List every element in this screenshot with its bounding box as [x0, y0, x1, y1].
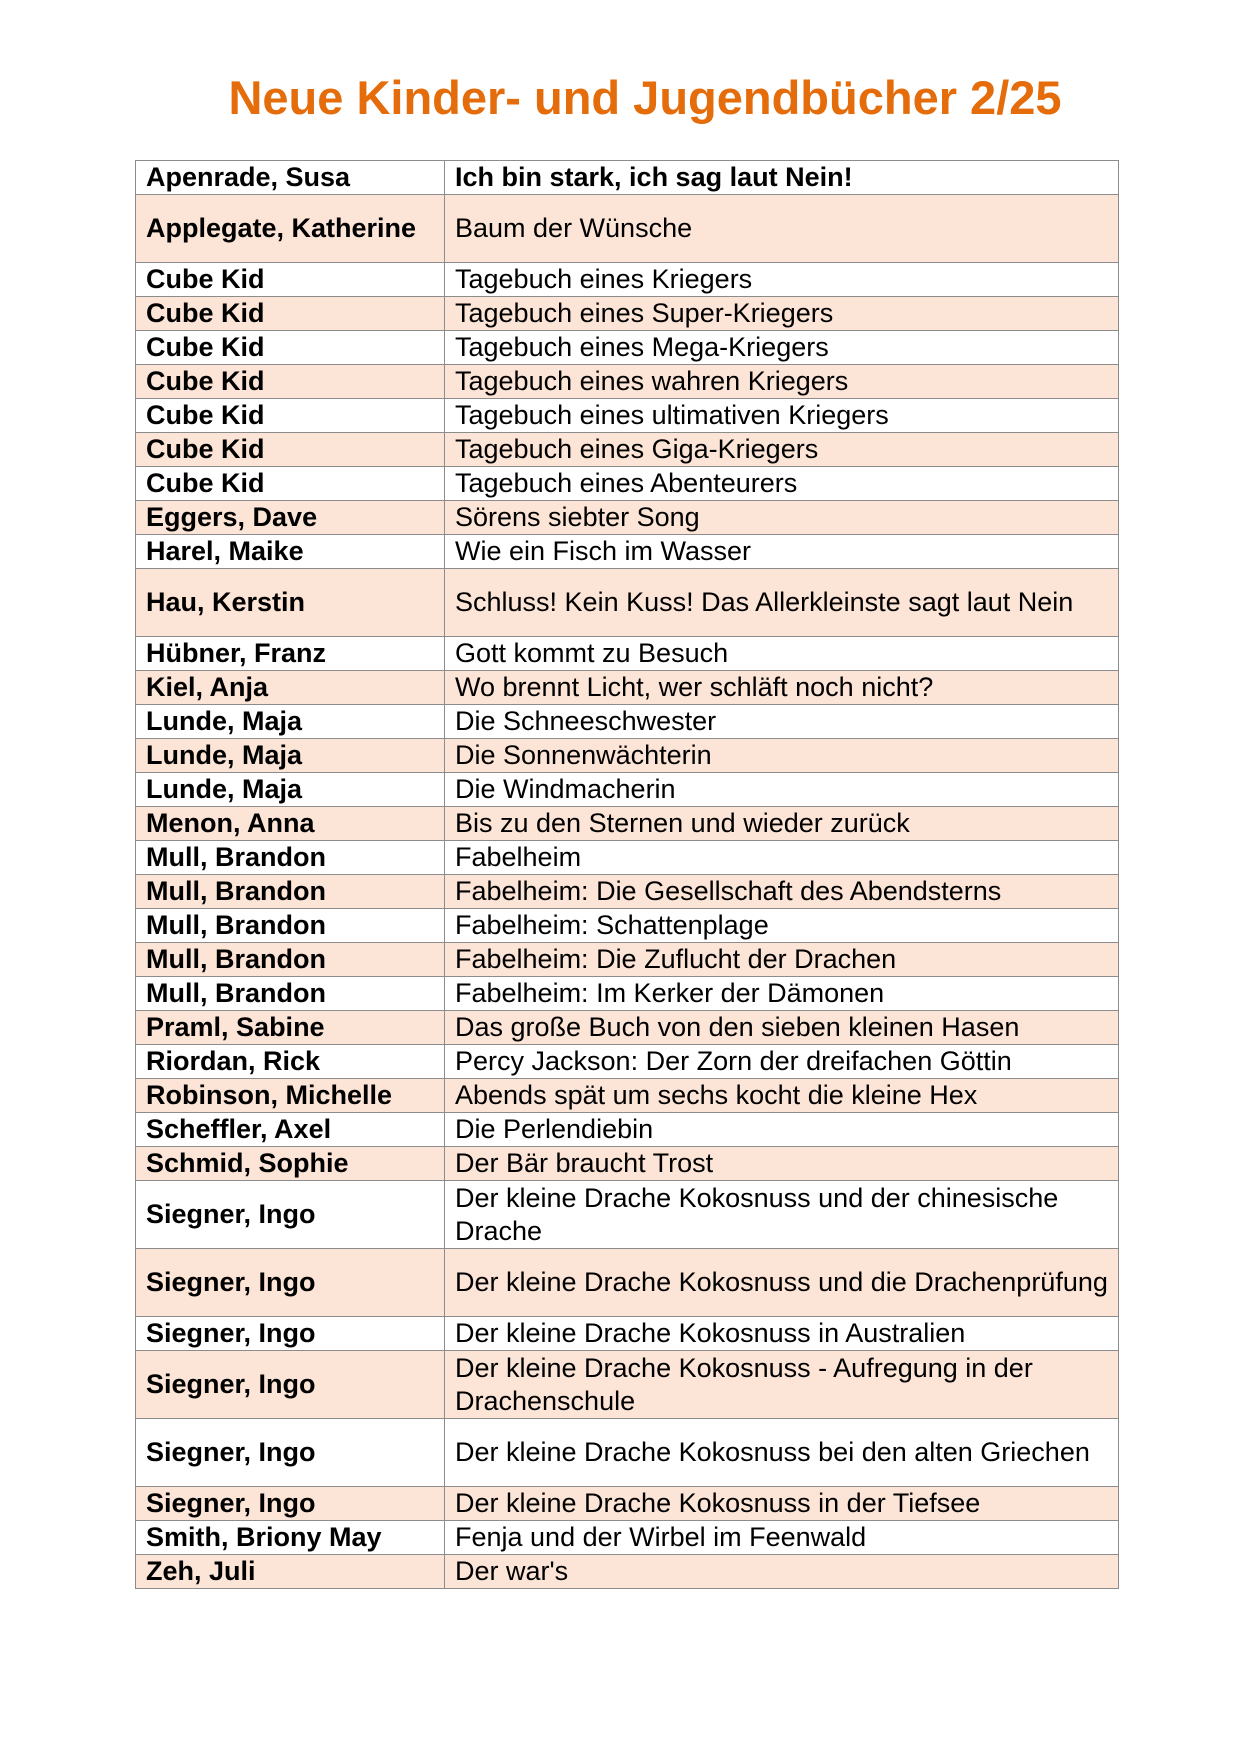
- author-cell: Cube Kid: [136, 263, 445, 297]
- author-cell: Apenrade, Susa: [136, 161, 445, 195]
- table-row: [136, 1079, 1119, 1113]
- table-row: [136, 1555, 1119, 1589]
- author-cell: Applegate, Katherine: [136, 195, 445, 263]
- author-cell: Lunde, Maja: [136, 705, 445, 739]
- table-row: [136, 195, 1119, 263]
- table-row: [136, 637, 1119, 671]
- table-row: [136, 1419, 1119, 1487]
- author-cell: Cube Kid: [136, 297, 445, 331]
- title-cell: Percy Jackson: Der Zorn der dreifachen Göttin: [445, 1045, 1119, 1079]
- author-cell: Harel, Maike: [136, 535, 445, 569]
- title-cell: Das große Buch von den sieben kleinen Hasen: [445, 1011, 1119, 1045]
- table-row: [136, 161, 1119, 195]
- title-cell: Bis zu den Sternen und wieder zurück: [445, 807, 1119, 841]
- table-row: [136, 467, 1119, 501]
- author-cell: Siegner, Ingo: [136, 1419, 445, 1487]
- title-cell: Der kleine Drache Kokosnuss in Australien: [445, 1317, 1119, 1351]
- table-row: [136, 535, 1119, 569]
- author-cell: Siegner, Ingo: [136, 1487, 445, 1521]
- author-cell: Siegner, Ingo: [136, 1249, 445, 1317]
- table-row: [136, 365, 1119, 399]
- author-cell: Kiel, Anja: [136, 671, 445, 705]
- title-cell: Gott kommt zu Besuch: [445, 637, 1119, 671]
- title-cell: Baum der Wünsche: [445, 195, 1119, 263]
- book-table: [135, 160, 1119, 1589]
- title-cell: Der war's: [445, 1555, 1119, 1589]
- table-row: [136, 399, 1119, 433]
- author-cell: Zeh, Juli: [136, 1555, 445, 1589]
- title-cell: Abends spät um sechs kocht die kleine Hex: [445, 1079, 1119, 1113]
- title-cell: Fabelheim: Im Kerker der Dämonen: [445, 977, 1119, 1011]
- title-cell: Wo brennt Licht, wer schläft noch nicht?: [445, 671, 1119, 705]
- title-cell: Tagebuch eines Giga-Kriegers: [445, 433, 1119, 467]
- title-cell: Der Bär braucht Trost: [445, 1147, 1119, 1181]
- title-cell: Ich bin stark, ich sag laut Nein!: [445, 161, 1119, 195]
- title-cell: Tagebuch eines wahren Kriegers: [445, 365, 1119, 399]
- table-row: [136, 1011, 1119, 1045]
- author-cell: Siegner, Ingo: [136, 1181, 445, 1249]
- author-cell: Cube Kid: [136, 365, 445, 399]
- table-row: [136, 807, 1119, 841]
- author-cell: Lunde, Maja: [136, 739, 445, 773]
- author-cell: Hau, Kerstin: [136, 569, 445, 637]
- table-row: [136, 841, 1119, 875]
- title-cell: Fabelheim: [445, 841, 1119, 875]
- table-row: [136, 1521, 1119, 1555]
- title-cell: Die Perlendiebin: [445, 1113, 1119, 1147]
- table-row: [136, 705, 1119, 739]
- title-cell: Die Sonnenwächterin: [445, 739, 1119, 773]
- author-cell: Mull, Brandon: [136, 909, 445, 943]
- table-row: [136, 909, 1119, 943]
- author-cell: Hübner, Franz: [136, 637, 445, 671]
- author-cell: Praml, Sabine: [136, 1011, 445, 1045]
- author-cell: Mull, Brandon: [136, 875, 445, 909]
- author-cell: Cube Kid: [136, 399, 445, 433]
- author-cell: Robinson, Michelle: [136, 1079, 445, 1113]
- title-cell: Der kleine Drache Kokosnuss und die Drachenprüfung: [445, 1249, 1119, 1317]
- title-cell: Der kleine Drache Kokosnuss - Aufregung in der Drachenschule: [445, 1351, 1119, 1419]
- title-cell: Die Schneeschwester: [445, 705, 1119, 739]
- author-cell: Scheffler, Axel: [136, 1113, 445, 1147]
- author-cell: Mull, Brandon: [136, 977, 445, 1011]
- author-cell: Cube Kid: [136, 433, 445, 467]
- author-cell: Lunde, Maja: [136, 773, 445, 807]
- title-cell: Tagebuch eines ultimativen Kriegers: [445, 399, 1119, 433]
- author-cell: Schmid, Sophie: [136, 1147, 445, 1181]
- title-cell: Tagebuch eines Super-Kriegers: [445, 297, 1119, 331]
- table-row: [136, 1181, 1119, 1249]
- title-cell: Fabelheim: Die Gesellschaft des Abendsterns: [445, 875, 1119, 909]
- title-cell: Tagebuch eines Abenteurers: [445, 467, 1119, 501]
- author-cell: Cube Kid: [136, 467, 445, 501]
- title-cell: Der kleine Drache Kokosnuss in der Tiefsee: [445, 1487, 1119, 1521]
- author-cell: Menon, Anna: [136, 807, 445, 841]
- table-row: [136, 1249, 1119, 1317]
- page-title: Neue Kinder- und Jugendbücher 2/25: [228, 71, 1062, 124]
- title-cell: Wie ein Fisch im Wasser: [445, 535, 1119, 569]
- title-cell: Schluss! Kein Kuss! Das Allerkleinste sagt laut Nein: [445, 569, 1119, 637]
- table-row: [136, 331, 1119, 365]
- table-row: [136, 739, 1119, 773]
- title-cell: Fenja und der Wirbel im Feenwald: [445, 1521, 1119, 1555]
- table-row: [136, 875, 1119, 909]
- table-row: [136, 773, 1119, 807]
- book-table-body: [136, 161, 1119, 1589]
- author-cell: Mull, Brandon: [136, 943, 445, 977]
- table-row: [136, 977, 1119, 1011]
- table-row: [136, 297, 1119, 331]
- title-cell: Tagebuch eines Mega-Kriegers: [445, 331, 1119, 365]
- author-cell: Mull, Brandon: [136, 841, 445, 875]
- title-cell: Die Windmacherin: [445, 773, 1119, 807]
- author-cell: Cube Kid: [136, 331, 445, 365]
- title-cell: Fabelheim: Schattenplage: [445, 909, 1119, 943]
- table-row: [136, 671, 1119, 705]
- table-row: [136, 569, 1119, 637]
- title-cell: Fabelheim: Die Zuflucht der Drachen: [445, 943, 1119, 977]
- table-row: [136, 263, 1119, 297]
- table-row: [136, 1147, 1119, 1181]
- table-row: [136, 1351, 1119, 1419]
- table-row: [136, 1113, 1119, 1147]
- author-cell: Riordan, Rick: [136, 1045, 445, 1079]
- table-row: [136, 943, 1119, 977]
- table-row: [136, 501, 1119, 535]
- author-cell: Siegner, Ingo: [136, 1317, 445, 1351]
- title-cell: Der kleine Drache Kokosnuss bei den alten Griechen: [445, 1419, 1119, 1487]
- table-row: [136, 1045, 1119, 1079]
- title-cell: Sörens siebter Song: [445, 501, 1119, 535]
- author-cell: Eggers, Dave: [136, 501, 445, 535]
- title-cell: Tagebuch eines Kriegers: [445, 263, 1119, 297]
- table-row: [136, 1487, 1119, 1521]
- title-cell: Der kleine Drache Kokosnuss und der chinesische Drache: [445, 1181, 1119, 1249]
- author-cell: Smith, Briony May: [136, 1521, 445, 1555]
- author-cell: Siegner, Ingo: [136, 1351, 445, 1419]
- table-row: [136, 433, 1119, 467]
- table-row: [136, 1317, 1119, 1351]
